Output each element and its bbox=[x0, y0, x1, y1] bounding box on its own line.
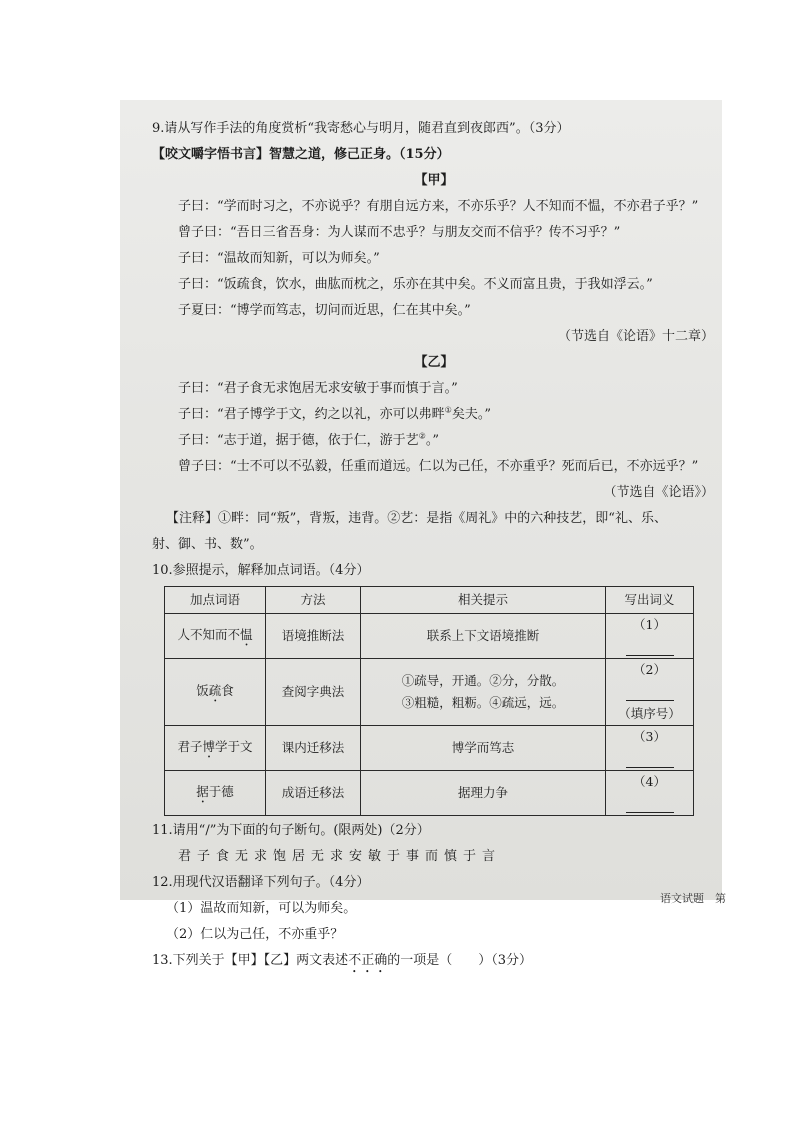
section-title: 智慧之道，修己正身。（15分） bbox=[269, 147, 450, 162]
footnote-marker-2: ② bbox=[418, 431, 426, 441]
question-12: 12.用现代汉语翻译下列句子。（4分） bbox=[152, 875, 370, 890]
dotted-word: 君子博学于文 bbox=[165, 726, 266, 771]
dotted-word: 据于德 bbox=[165, 771, 266, 816]
table-row bbox=[165, 771, 694, 816]
dotted-word: 人不知而不愠 bbox=[165, 614, 266, 659]
hint: 博学而笃志 bbox=[361, 726, 606, 771]
yi-line: 子曰：“君子食无求饱居无求安敏于事而慎于言。” bbox=[178, 381, 458, 396]
sentence-to-punctuate: 君子食无求饱居无求安敏于事而慎于言 bbox=[178, 849, 502, 864]
yi-label: 【乙】 bbox=[414, 355, 454, 370]
jia-line: 曾子曰：“吾日三省吾身：为人谋而不忠乎？与朋友交而不信乎？传不习乎？” bbox=[178, 225, 621, 240]
hint: ①疏导，开通。②分，分散。 ③粗糙，粗粝。④疏远，远。 bbox=[361, 659, 606, 726]
question-9: 9.请从写作手法的角度赏析“我寄愁心与明月，随君直到夜郎西”。（3分） bbox=[152, 121, 570, 136]
jia-line: 子曰：“学而时习之，不亦说乎？有朋自远方来，不亦乐乎？人不知而不愠，不亦君子乎？” bbox=[178, 199, 699, 214]
annotation-line-2: 射、御、书、数”。 bbox=[152, 537, 263, 552]
exam-content bbox=[152, 116, 716, 976]
table-header-row bbox=[165, 587, 694, 614]
translate-item: （1）温故而知新，可以为师矣。 bbox=[166, 901, 357, 916]
dotted-word: 饭疏食 bbox=[165, 659, 266, 726]
jia-label: 【甲】 bbox=[414, 173, 454, 188]
hint: 据理力争 bbox=[361, 771, 606, 816]
table-row bbox=[165, 726, 694, 771]
exam-photo bbox=[120, 100, 726, 968]
translate-item: （2）仁以为己任，不亦重乎？ bbox=[166, 927, 344, 942]
col-header: 写出词义 bbox=[606, 587, 694, 614]
yi-line: 子曰：“君子博学于文，约之以礼，亦可以弗畔①矣夫。” bbox=[178, 405, 491, 422]
hint: 联系上下文语境推断 bbox=[361, 614, 606, 659]
annotation-line-1: 【注释】①畔：同“叛”，背叛，违背。②艺：是指《周礼》中的六种技艺，即“礼、乐、 bbox=[166, 511, 667, 526]
method: 课内迁移法 bbox=[266, 726, 361, 771]
answer-blank[interactable]: （4） bbox=[606, 771, 694, 816]
jia-line: 子夏曰：“博学而笃志，切问而近思，仁在其中矣。” bbox=[178, 303, 471, 318]
answer-blank[interactable]: （3） bbox=[606, 726, 694, 771]
jia-source: （节选自《论语》十二章） bbox=[557, 329, 714, 344]
jia-line: 子曰：“饭疏食，饮水，曲肱而枕之，乐亦在其中矣。不义而富且贵，于我如浮云。” bbox=[178, 277, 653, 292]
method: 语境推断法 bbox=[266, 614, 361, 659]
col-header: 方法 bbox=[266, 587, 361, 614]
question-11: 11.请用“/”为下面的句子断句。(限两处)（2分） bbox=[152, 823, 430, 838]
yi-source: （节选自《论语》） bbox=[603, 485, 714, 500]
table-row bbox=[165, 659, 694, 726]
yi-line: 曾子曰：“士不可以不弘毅，任重而道远。仁以为己任，不亦重乎？死而后已，不亦远乎？” bbox=[178, 459, 699, 474]
col-header: 相关提示 bbox=[361, 587, 606, 614]
method: 成语迁移法 bbox=[266, 771, 361, 816]
answer-blank[interactable]: （2） （填序号） bbox=[606, 659, 694, 726]
section-heading bbox=[152, 142, 716, 168]
answer-blank[interactable]: （1） bbox=[606, 614, 694, 659]
table-row bbox=[165, 614, 694, 659]
col-header: 加点词语 bbox=[165, 587, 266, 614]
footnote-marker-1: ① bbox=[444, 405, 452, 415]
question-13: 13.下列关于【甲】【乙】两文表述不正确的一项是（ ）（3分） bbox=[152, 953, 532, 968]
question-10: 10.参照提示，解释加点词语。（4分） bbox=[152, 563, 370, 578]
section-tag: 【咬文嚼字悟书言】 bbox=[152, 147, 270, 162]
jia-line: 子曰：“温故而知新，可以为师矣。” bbox=[178, 251, 380, 266]
method: 查阅字典法 bbox=[266, 659, 361, 726]
vocab-table bbox=[164, 586, 694, 816]
page-footer: 语文试题 第 bbox=[660, 892, 726, 905]
yi-line: 子曰：“志于道，据于德，依于仁，游于艺②。” bbox=[178, 431, 439, 448]
